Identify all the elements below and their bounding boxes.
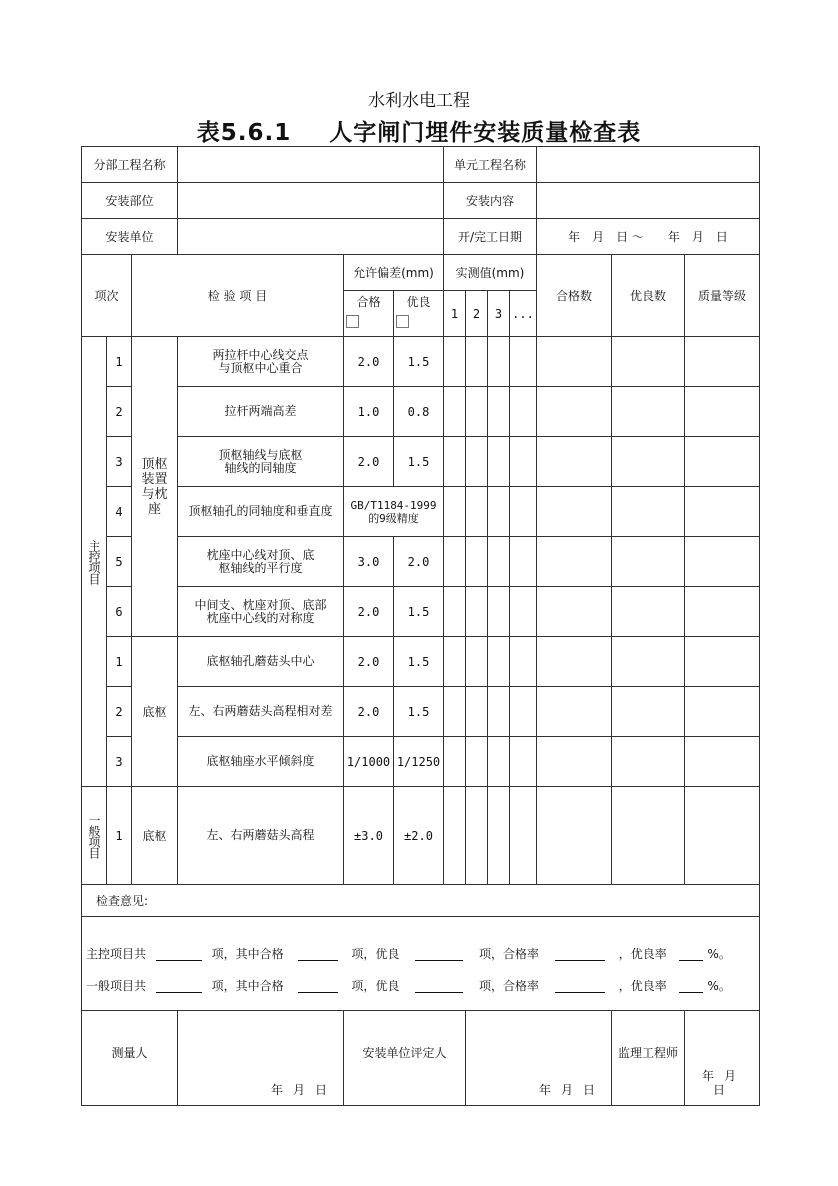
measured-more-cell[interactable] xyxy=(510,487,537,537)
excellent-count-cell[interactable] xyxy=(612,537,685,587)
allowed-excellent: 1/1250 xyxy=(394,737,444,787)
group-main-label: 主控项目 xyxy=(87,539,101,584)
qualified-count-cell[interactable] xyxy=(537,337,612,387)
day-label: 日 xyxy=(712,1083,725,1097)
surveyor-date xyxy=(261,1083,327,1097)
measured-2-cell[interactable] xyxy=(466,537,488,587)
main-excellent-rate-field[interactable] xyxy=(679,948,703,961)
measured-3-cell[interactable] xyxy=(488,487,510,537)
table-title: 人字闸门埋件安装质量检查表 xyxy=(329,120,642,146)
inspection-item: 左、右两蘑菇头高程 xyxy=(178,787,344,885)
tally-text: 项，合格率 xyxy=(479,979,540,993)
tally-text: 项，合格率 xyxy=(479,947,540,961)
division-label: 分部工程名称 xyxy=(82,147,178,183)
col-m3: 3 xyxy=(488,291,510,337)
tally-text: 项，优良 xyxy=(351,979,400,993)
subgroup-top-pivot xyxy=(132,337,178,637)
measured-2-cell[interactable] xyxy=(466,737,488,787)
inspection-item: 枕座中心线对顶、底 枢轴线的平行度 xyxy=(178,537,344,587)
table-row xyxy=(82,587,760,637)
general-qualified-rate-field[interactable] xyxy=(555,980,605,993)
general-excellent-rate-field[interactable] xyxy=(679,980,703,993)
month-label: 月 xyxy=(292,1083,305,1097)
month-label: 月 xyxy=(560,1083,573,1097)
quality-grade-cell[interactable] xyxy=(685,537,760,587)
qualified-checkbox[interactable] xyxy=(346,315,359,328)
inspection-item: 左、右两蘑菇头高程相对差 xyxy=(178,687,344,737)
measured-1-cell[interactable] xyxy=(444,587,466,637)
qualified-count-cell[interactable] xyxy=(537,737,612,787)
supervisor-date xyxy=(685,1069,743,1097)
group-general xyxy=(82,787,107,885)
quality-grade-cell[interactable] xyxy=(685,787,760,885)
item-no: 4 xyxy=(107,487,132,537)
day-label: 日 xyxy=(582,1083,595,1097)
main-tally-prefix: 主控项目共 xyxy=(86,947,147,961)
qualified-count-cell[interactable] xyxy=(537,787,612,885)
measured-2-cell[interactable] xyxy=(466,337,488,387)
qualified-count-cell[interactable] xyxy=(537,537,612,587)
allowed-excellent: 1.5 xyxy=(394,437,444,487)
date-label: 开/完工日期 xyxy=(444,219,537,255)
item-no: 3 xyxy=(107,737,132,787)
year-label: 年 xyxy=(270,1083,283,1097)
col-excellent xyxy=(394,291,444,337)
installer-eval-sign-field[interactable] xyxy=(466,1011,612,1106)
tally-text: 项，其中合格 xyxy=(211,947,284,961)
col-qualified-label: 合格 xyxy=(356,295,381,309)
supervisor-sign-field[interactable] xyxy=(685,1011,760,1106)
col-allowed-deviation: 允许偏差(mm) xyxy=(344,255,444,291)
allowed-excellent: 2.0 xyxy=(394,537,444,587)
measured-more-cell[interactable] xyxy=(510,537,537,587)
content-label: 安装内容 xyxy=(444,183,537,219)
general-qualified-field[interactable] xyxy=(298,980,338,993)
unit-label: 单元工程名称 xyxy=(444,147,537,183)
location-label: 安装部位 xyxy=(82,183,178,219)
col-item-no: 项次 xyxy=(82,255,132,337)
main-excellent-field[interactable] xyxy=(415,948,463,961)
table-row xyxy=(82,387,760,437)
tally-text: ，优良率 xyxy=(618,947,667,961)
allowed-qualified: 2.0 xyxy=(344,437,394,487)
measured-3-cell[interactable] xyxy=(488,637,510,687)
item-no: 1 xyxy=(107,787,132,885)
table-number: 表5.6.1 xyxy=(196,120,292,146)
surveyor-label: 测量人 xyxy=(82,1011,178,1106)
item-no: 1 xyxy=(107,337,132,387)
excellent-count-cell[interactable] xyxy=(612,687,685,737)
month-label: 月 xyxy=(724,1069,737,1083)
day-label: 日 xyxy=(314,1083,327,1097)
measured-3-cell[interactable] xyxy=(488,787,510,885)
quality-grade-cell[interactable] xyxy=(685,687,760,737)
installer-field[interactable] xyxy=(178,219,444,255)
measured-more-cell[interactable] xyxy=(510,637,537,687)
tally-text: %。 xyxy=(707,979,731,993)
allowed-excellent: ±2.0 xyxy=(394,787,444,885)
allowed-qualified: 3.0 xyxy=(344,537,394,587)
subtitle: 水利水电工程 xyxy=(368,91,470,111)
allowed-qualified: ±3.0 xyxy=(344,787,394,885)
item-no: 2 xyxy=(107,687,132,737)
measured-3-cell[interactable] xyxy=(488,387,510,437)
item-no: 1 xyxy=(107,637,132,687)
allowed-qualified: 1.0 xyxy=(344,387,394,437)
table-row xyxy=(82,787,760,885)
item-no: 5 xyxy=(107,537,132,587)
allowed-excellent: 1.5 xyxy=(394,587,444,637)
measured-3-cell[interactable] xyxy=(488,337,510,387)
item-no: 6 xyxy=(107,587,132,637)
table-row xyxy=(82,637,760,687)
col-m1: 1 xyxy=(444,291,466,337)
inspection-item: 顶枢轴线与底枢 轴线的同轴度 xyxy=(178,437,344,487)
subgroup-bottom-pivot: 底枢 xyxy=(132,637,178,787)
measured-more-cell[interactable] xyxy=(510,687,537,737)
year-label: 年 xyxy=(701,1069,714,1083)
allowed-qualified: 2.0 xyxy=(344,687,394,737)
col-m2: 2 xyxy=(466,291,488,337)
location-field[interactable] xyxy=(178,183,444,219)
quality-grade-cell[interactable] xyxy=(685,487,760,537)
measured-1-cell[interactable] xyxy=(444,687,466,737)
qualified-count-cell[interactable] xyxy=(537,587,612,637)
division-field[interactable] xyxy=(178,147,444,183)
inspection-item: 底枢轴座水平倾斜度 xyxy=(178,737,344,787)
table-row xyxy=(82,487,760,537)
measured-2-cell[interactable] xyxy=(466,787,488,885)
measured-1-cell[interactable] xyxy=(444,737,466,787)
measured-2-cell[interactable] xyxy=(466,437,488,487)
col-inspection-item: 检 验 项 目 xyxy=(132,255,344,337)
col-m-more: ... xyxy=(510,291,537,337)
excellent-count-cell[interactable] xyxy=(612,437,685,487)
surveyor-sign-field[interactable] xyxy=(178,1011,344,1106)
inspection-item: 拉杆两端高差 xyxy=(178,387,344,437)
general-excellent-field[interactable] xyxy=(415,980,463,993)
measured-1-cell[interactable] xyxy=(444,637,466,687)
tally-text: ，优良率 xyxy=(618,979,667,993)
quality-grade-cell[interactable] xyxy=(685,587,760,637)
measured-3-cell[interactable] xyxy=(488,537,510,587)
measured-more-cell[interactable] xyxy=(510,587,537,637)
quality-grade-cell[interactable] xyxy=(685,737,760,787)
date-field[interactable]: 年 月 日 ～ 年 月 日 xyxy=(537,219,760,255)
measured-3-cell[interactable] xyxy=(488,687,510,737)
measured-1-cell[interactable] xyxy=(444,537,466,587)
excellent-count-cell[interactable] xyxy=(612,787,685,885)
inspection-table xyxy=(81,146,760,1106)
inspection-item: 中间支、枕座对顶、底部 枕座中心线的对称度 xyxy=(178,587,344,637)
main-tally xyxy=(86,947,731,961)
excellent-checkbox[interactable] xyxy=(396,315,409,328)
quality-grade-cell[interactable] xyxy=(685,337,760,387)
measured-more-cell[interactable] xyxy=(510,437,537,487)
measured-1-cell[interactable] xyxy=(444,487,466,537)
qualified-count-cell[interactable] xyxy=(537,687,612,737)
col-excellent-count: 优良数 xyxy=(612,255,685,337)
item-no: 3 xyxy=(107,437,132,487)
allowed-excellent: 1.5 xyxy=(394,337,444,387)
allowed-excellent: 0.8 xyxy=(394,387,444,437)
measured-1-cell[interactable] xyxy=(444,337,466,387)
main-total-field[interactable] xyxy=(156,948,202,961)
quality-grade-cell[interactable] xyxy=(685,437,760,487)
tally-text: 项，优良 xyxy=(351,947,400,961)
table-row xyxy=(82,737,760,787)
installer-label: 安装单位 xyxy=(82,219,178,255)
year-label: 年 xyxy=(538,1083,551,1097)
unit-field[interactable] xyxy=(537,147,760,183)
main-qualified-rate-field[interactable] xyxy=(555,948,605,961)
measured-more-cell[interactable] xyxy=(510,787,537,885)
tally-area xyxy=(82,917,760,1011)
supervisor-label: 监理工程师 xyxy=(612,1011,685,1106)
quality-grade-cell[interactable] xyxy=(685,387,760,437)
content-field[interactable] xyxy=(537,183,760,219)
measured-2-cell[interactable] xyxy=(466,387,488,437)
installer-eval-label: 安装单位评定人 xyxy=(344,1011,466,1106)
excellent-count-cell[interactable] xyxy=(612,337,685,387)
col-qualified xyxy=(344,291,394,337)
inspection-item: 底枢轴孔蘑菇头中心 xyxy=(178,637,344,687)
tally-text: %。 xyxy=(707,947,731,961)
allowed-qualified: 2.0 xyxy=(344,587,394,637)
measured-3-cell[interactable] xyxy=(488,737,510,787)
inspection-item: 两拉杆中心线交点 与顶枢中心重合 xyxy=(178,337,344,387)
item-no: 2 xyxy=(107,387,132,437)
measured-3-cell[interactable] xyxy=(488,587,510,637)
measured-1-cell[interactable] xyxy=(444,387,466,437)
tally-text: 项，其中合格 xyxy=(211,979,284,993)
general-total-field[interactable] xyxy=(156,980,202,993)
qualified-count-cell[interactable] xyxy=(537,487,612,537)
table-row xyxy=(82,337,760,387)
allowed-qualified: 2.0 xyxy=(344,337,394,387)
quality-grade-cell[interactable] xyxy=(685,637,760,687)
general-tally xyxy=(86,979,731,993)
general-tally-prefix: 一般项目共 xyxy=(86,979,147,993)
allowed-qualified: 2.0 xyxy=(344,637,394,687)
allowed-excellent: 1.5 xyxy=(394,637,444,687)
table-row xyxy=(82,437,760,487)
qualified-count-cell[interactable] xyxy=(537,437,612,487)
measured-2-cell[interactable] xyxy=(466,687,488,737)
qualified-count-cell[interactable] xyxy=(537,387,612,437)
main-qualified-field[interactable] xyxy=(298,948,338,961)
measured-2-cell[interactable] xyxy=(466,637,488,687)
measured-2-cell[interactable] xyxy=(466,587,488,637)
allowed-qualified: 1/1000 xyxy=(344,737,394,787)
group-general-label: 一般项目 xyxy=(87,813,101,858)
col-quality-grade: 质量等级 xyxy=(685,255,760,337)
table-row xyxy=(82,687,760,737)
installer-eval-date xyxy=(529,1083,595,1097)
allowed-excellent: 1.5 xyxy=(394,687,444,737)
col-qualified-count: 合格数 xyxy=(537,255,612,337)
measured-more-cell[interactable] xyxy=(510,737,537,787)
group-main xyxy=(82,337,107,787)
excellent-count-cell[interactable] xyxy=(612,637,685,687)
subgroup-top-pivot-label: 顶枢装置与枕座 xyxy=(141,456,168,517)
measured-more-cell[interactable] xyxy=(510,387,537,437)
table-row xyxy=(82,537,760,587)
excellent-count-cell[interactable] xyxy=(612,487,685,537)
measured-2-cell[interactable] xyxy=(466,487,488,537)
measured-3-cell[interactable] xyxy=(488,437,510,487)
excellent-count-cell[interactable] xyxy=(612,387,685,437)
col-excellent-label: 优良 xyxy=(406,295,431,309)
measured-1-cell[interactable] xyxy=(444,787,466,885)
qualified-count-cell[interactable] xyxy=(537,637,612,687)
allowed-deviation-merged: GB/T1184-1999 的9级精度 xyxy=(344,487,444,537)
opinion-label: 检查意见: xyxy=(82,885,760,917)
measured-1-cell[interactable] xyxy=(444,437,466,487)
page-title xyxy=(0,114,838,147)
measured-more-cell[interactable] xyxy=(510,337,537,387)
subgroup-general-bottom: 底枢 xyxy=(132,787,178,885)
excellent-count-cell[interactable] xyxy=(612,587,685,637)
excellent-count-cell[interactable] xyxy=(612,737,685,787)
inspection-item: 顶枢轴孔的同轴度和垂直度 xyxy=(178,487,344,537)
col-measured: 实测值(mm) xyxy=(444,255,537,291)
